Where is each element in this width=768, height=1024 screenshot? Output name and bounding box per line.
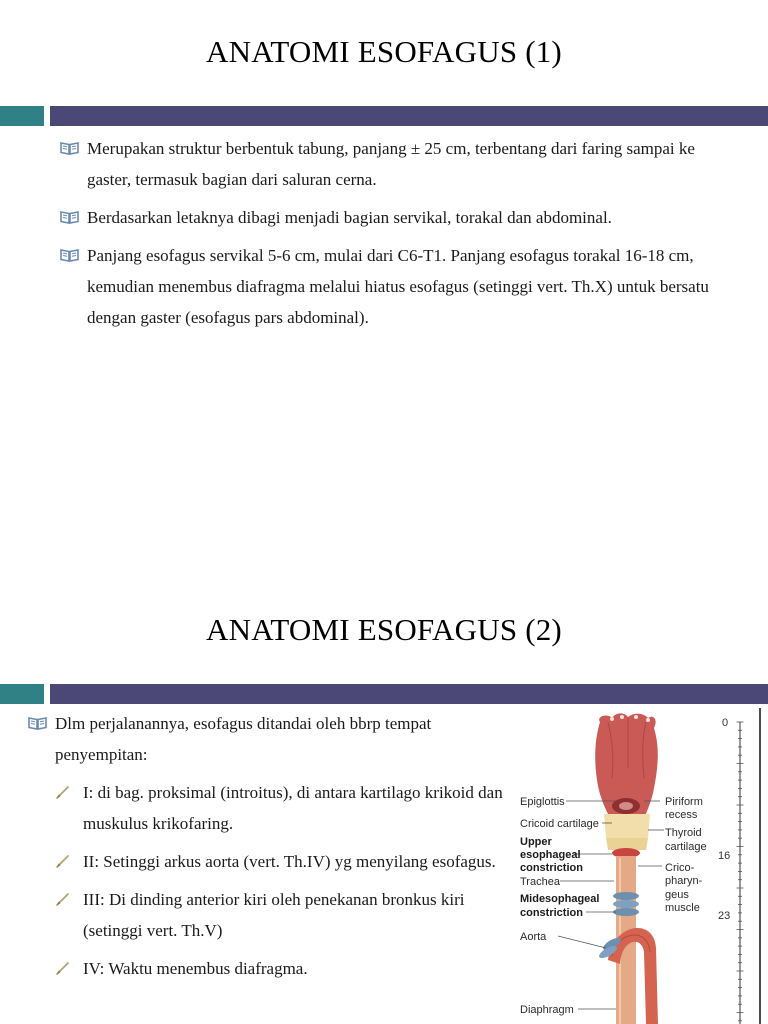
label-cricoid-cartilage: Cricoid cartilage (520, 818, 599, 830)
intro-bullet (28, 708, 506, 770)
label-crico-4: muscle (665, 902, 700, 914)
sub-bullet-text: IV: Waktu menembus diafragma. (83, 959, 308, 978)
label-thyroid-2: cartilage (665, 841, 707, 853)
pen-icon (55, 960, 71, 976)
label-trachea: Trachea (520, 876, 560, 888)
esophagus-anatomy-figure (508, 708, 768, 1024)
list-item (28, 884, 506, 946)
slide-2-title: ANATOMI ESOFAGUS (2) (206, 612, 562, 647)
label-diaphragm: Diaphragm (520, 1004, 574, 1016)
open-book-icon (28, 716, 47, 730)
label-piriform-1: Piriform (665, 796, 703, 808)
label-piriform-2: recess (665, 809, 698, 821)
bullet-text: Berdasarkan letaknya dibagi menjadi bagian servikal, torakal dan abdominal. (87, 208, 612, 227)
title-divider-bar (50, 684, 768, 704)
open-book-icon (60, 210, 79, 224)
label-midesophageal-1: Midesophageal (520, 893, 600, 905)
title-divider-bar (50, 106, 768, 126)
sub-bullet-text: II: Setinggi arkus aorta (vert. Th.IV) yg menyilang esofagus. (83, 852, 496, 871)
list-item (28, 777, 506, 839)
label-epiglottis: Epiglottis (520, 796, 565, 808)
ruler-mark-23: 23 (718, 910, 731, 922)
list-item (60, 202, 710, 233)
length-ruler (718, 708, 760, 1024)
pen-icon (55, 784, 71, 800)
sub-bullet-text: I: di bag. proksimal (introitus), di antara kartilago krikoid dan muskulus krikofaring. (83, 783, 503, 833)
list-item (28, 953, 506, 984)
pen-icon (55, 853, 71, 869)
title-accent-bar (0, 684, 44, 704)
list-item (28, 846, 506, 877)
label-upper-constriction-1: Upper (520, 836, 552, 848)
bullet-text: Panjang esofagus servikal 5-6 cm, mulai dari C6-T1. Panjang esofagus torakal 16-18 cm, kemudian menembus diafragma melalui hiatus esofagus (setinggi vert. Th.X) untuk bersatu dengan gaster (esofagus pars abdominal). (87, 246, 709, 327)
pen-icon (55, 891, 71, 907)
slide-2-text-column (28, 708, 506, 991)
label-upper-constriction-2: esophageal (520, 849, 581, 861)
label-crico-3: geus (665, 889, 689, 901)
trachea-rings (613, 892, 639, 916)
sub-bullet-text: III: Di dinding anterior kiri oleh penekanan bronkus kiri (setinggi vert. Th.V) (83, 890, 465, 940)
open-book-icon (60, 141, 79, 155)
constriction-list (28, 777, 506, 984)
title-accent-bar (0, 106, 44, 126)
bullet-text: Dlm perjalanannya, esofagus ditandai oleh bbrp tempat penyempitan: (55, 714, 432, 764)
list-item (60, 133, 710, 195)
list-item (60, 240, 710, 333)
label-crico-1: Crico- (665, 862, 695, 874)
slide-2 (0, 512, 768, 1024)
label-aorta: Aorta (520, 931, 547, 943)
bullet-text: Merupakan struktur berbentuk tabung, panjang ± 25 cm, terbentang dari faring sampai ke gaster, termasuk bagian dari saluran cerna. (87, 139, 695, 189)
label-thyroid-1: Thyroid (665, 827, 702, 839)
slide-1-bullet-list (60, 133, 710, 340)
label-upper-constriction-3: constriction (520, 862, 583, 874)
slide-1-title: ANATOMI ESOFAGUS (1) (206, 34, 562, 69)
label-midesophageal-2: constriction (520, 907, 583, 919)
ruler-mark-0: 0 (722, 717, 729, 729)
label-crico-2: pharyn- (665, 875, 703, 887)
ruler-mark-16: 16 (718, 850, 731, 862)
open-book-icon (60, 248, 79, 262)
